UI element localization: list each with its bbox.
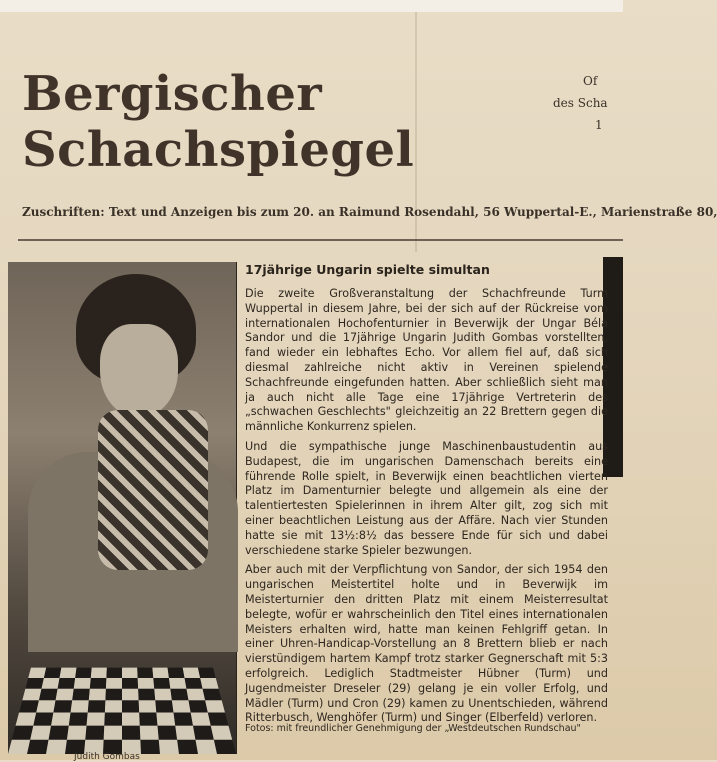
office-line-1: Of xyxy=(583,74,598,88)
office-line-2: des Scha xyxy=(553,96,608,110)
photo-credit: Fotos: mit freundlicher Genehmigung der „Westdeutschen Rundschau" xyxy=(245,723,581,734)
article-photo xyxy=(8,262,237,754)
photo-figure-scarf xyxy=(98,410,208,570)
article-paragraph-2: Und die sympathische junge Maschinenbaustudentin aus Budapest, die im ungarischen Damenschach bereits eine führende Rolle spielt, in Beverwijk einen beachtlichen vierten Platz im Damenturnier belegte und allgemein als eine der talentiertesten Spielerinnen in ihrem Alter gilt, zog sich mit einer beachtlichen Leistung aus der Affäre. Nach vier Stunden hatte sie mit 13½:8½ das bessere Ende für sich und dabei verschiedene starke Spieler bezwungen. xyxy=(245,439,608,557)
photo-chessboard xyxy=(8,668,236,754)
office-info xyxy=(553,70,623,136)
contact-line: Zuschriften: Text und Anzeigen bis zum 20. an Raimund Rosendahl, 56 Wuppertal-E., Marienstraße 80, xyxy=(22,205,717,219)
article-paragraph-3: Aber auch mit der Verpflichtung von Sandor, der sich 1954 den ungarischen Meistertitel holte und in Beverwijk im Meisterturnier den dritten Platz mit einem Meisterresultat belegte, wofür er wahrscheinlich den Titel eines internationalen Meisters erhalten wird, hatte man keinen Fehlgriff getan. In einer Uhren-Handicap-Vorstellung an 8 Brettern blieb er nach vierstündigem hartem Kampf trotz starker Gegnerschaft mit 5:3 erfolgreich. Lediglich Stadtmeister Hübner (Turm) und Jugendmeister Dreseler (29) gelang je ein voller Erfolg, und Mädler (Turm) und Cron (29) kamen zu Unentschieden, während Ritterbusch, Wenghöfer (Turm) und Singer (Elberfeld) verloren. xyxy=(245,563,608,725)
masthead-title xyxy=(22,66,442,178)
photo-caption: Judith Gombas xyxy=(74,752,140,762)
article-paragraph-1: Die zweite Großveranstaltung der Schachfreunde Turm Wuppertal in diesem Jahre, bei der sich auf der Rückreise vom internationalen Hochofenturnier in Beverwijk der Ungar Béla Sandor und die 17jährige Ungarin Judith Gombas vorstellten, fand wieder ein lebhaftes Echo. Vor allem fiel auf, daß sich diesmal zahlreiche nicht aktiv in Vereinen spielende Schachfreunde eingefunden hatten. Aber schließlich sieht man ja auch nicht alle Tage eine 17jährige Vertreterin des „schwachen Geschlechts" gleichzeitig an 22 Brettern gegen die männliche Konkurrenz spielen. xyxy=(245,287,608,434)
masthead-line-1: Bergischer xyxy=(22,66,323,122)
photo-figure-face xyxy=(100,324,178,418)
page-top-edge xyxy=(0,0,623,12)
article-headline: 17jährige Ungarin spielte simultan xyxy=(245,262,490,277)
article-body xyxy=(245,287,608,731)
header-rule xyxy=(18,239,623,241)
masthead-line-2: Schachspiegel xyxy=(22,122,415,178)
office-line-3: 1 xyxy=(595,118,603,132)
